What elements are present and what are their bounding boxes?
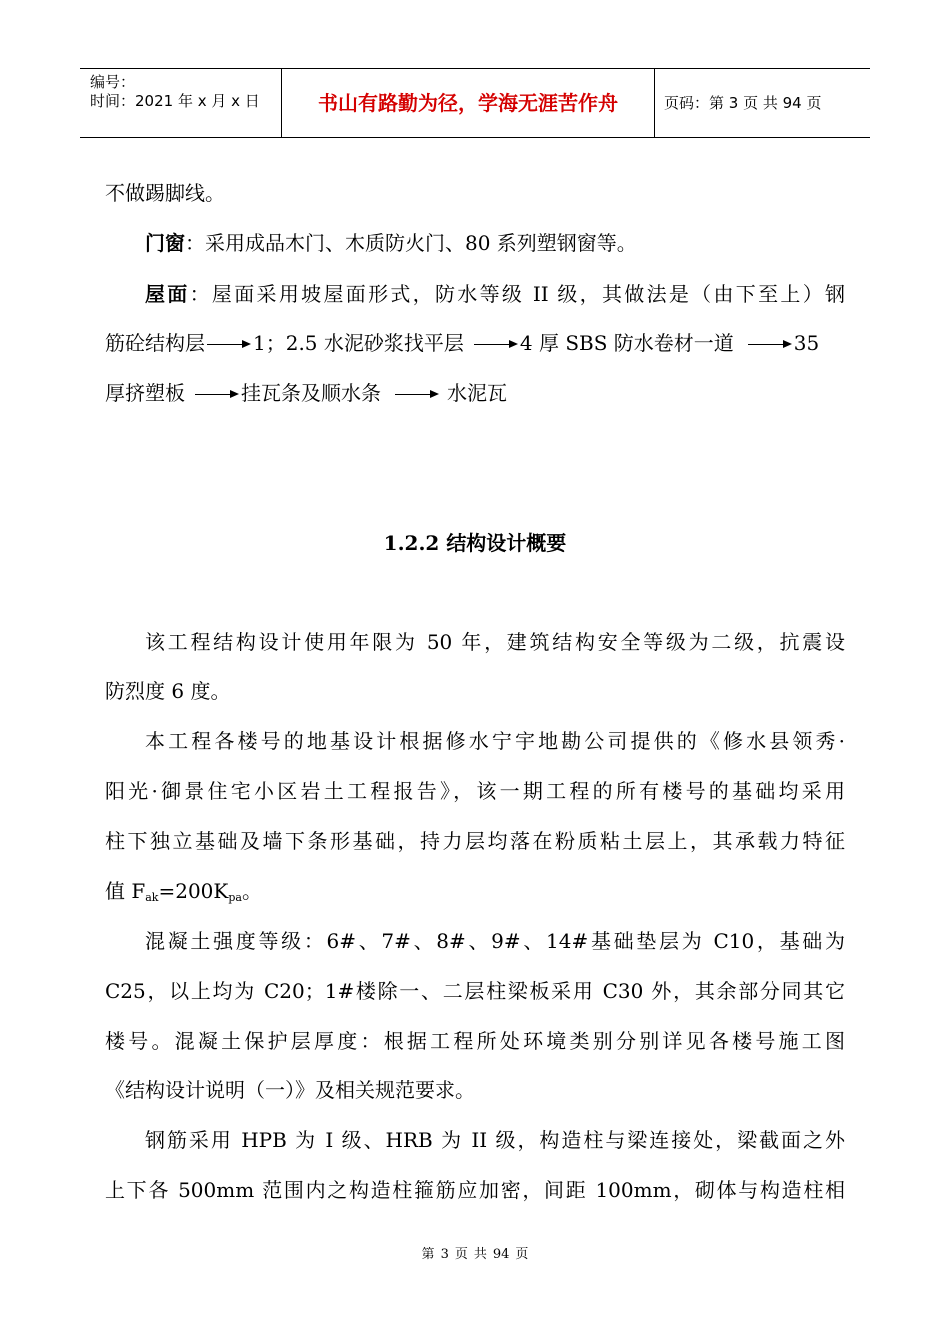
arrow-icon <box>195 389 239 401</box>
footer-text: 第 <box>421 1247 435 1262</box>
body-line: 防烈度 6 度。 <box>105 679 231 703</box>
header-page-info: 页码：第 3 页 共 94 页 <box>664 94 822 112</box>
page-header <box>80 68 870 138</box>
body-line: 钢筋采用 HPB 为 I 级、HRB 为 II 级，构造柱与梁连接处，梁截面之外 <box>145 1128 845 1152</box>
header-date: 时间：2021 年 x 月 x 日 <box>90 92 260 110</box>
roof-step: 1；2.5 水泥砂浆找平层 <box>253 331 464 355</box>
header-code: 编号： <box>90 73 136 91</box>
door-text: ：采用成品木门、木质防火门、80 系列塑钢窗等。 <box>185 231 637 255</box>
body-line: 上下各 500mm 范围内之构造柱箍筋应加密，间距 100mm，砌体与构造柱相 <box>105 1178 845 1202</box>
body-line-roof <box>145 280 845 308</box>
body-line: 阳光·御景住宅小区岩土工程报告》，该一期工程的所有楼号的基础均采用 <box>105 779 845 803</box>
footer-total-pages: 94 <box>492 1247 510 1262</box>
section-heading <box>0 529 950 557</box>
subscript: pa <box>228 891 242 904</box>
arrow-icon <box>207 339 251 351</box>
header-motto: 书山有路勤为径，学海无涯苦作舟 <box>318 91 618 115</box>
arrow-icon <box>395 389 439 401</box>
body-line: 混凝土强度等级：6#、7#、8#、9#、14#基础垫层为 C10，基础为 <box>145 929 845 953</box>
roof-step: 挂瓦条及顺水条 <box>241 381 381 405</box>
body-line: 不做踢脚线。 <box>105 181 225 205</box>
roof-steps-line-2 <box>105 379 845 407</box>
page-footer <box>0 1243 950 1262</box>
door-label: 门窗 <box>145 231 185 255</box>
body-line: C25，以上均为 C20；1#楼除一、二层柱梁板采用 C30 外，其余部分同其它 <box>105 979 845 1003</box>
footer-text: 页 <box>454 1247 468 1262</box>
subscript: ak <box>145 891 159 904</box>
body-line: 楼号。混凝土保护层厚度：根据工程所处环境类别分别详见各楼号施工图 <box>105 1029 845 1053</box>
arrow-icon <box>474 339 518 351</box>
roof-step: 厚挤塑板 <box>105 381 185 405</box>
heading-number: 1.2.2 <box>383 531 447 555</box>
heading-title: 结构设计概要 <box>446 531 567 555</box>
text-run: =200K <box>158 879 229 903</box>
body-line: 柱下独立基础及墙下条形基础，持力层均落在粉质粘土层上，其承载力特征 <box>105 829 845 853</box>
footer-page-number: 3 <box>440 1247 449 1262</box>
body-line-fak <box>105 877 845 912</box>
roof-step: 35 <box>793 331 820 355</box>
body-line: 《结构设计说明（一）》及相关规范要求。 <box>105 1078 475 1102</box>
roof-text: ：屋面采用坡屋面形式，防水等级 II 级，其做法是（由下至上）钢 <box>189 282 846 306</box>
arrow-icon <box>748 339 792 351</box>
roof-step: 水泥瓦 <box>447 381 507 405</box>
body-line: 该工程结构设计使用年限为 50 年，建筑结构安全等级为二级，抗震设 <box>145 630 845 654</box>
text-run: 。 <box>241 879 262 903</box>
body-line: 本工程各楼号的地基设计根据修水宁宇地勘公司提供的《修水县领秀· <box>145 729 845 753</box>
footer-text: 共 <box>473 1247 487 1262</box>
roof-step: 筋砼结构层 <box>105 331 205 355</box>
roof-step: 4 厚 SBS 防水卷材一道 <box>519 331 734 355</box>
header-meta <box>90 73 280 111</box>
text-run: 值 F <box>105 879 146 903</box>
footer-text: 页 <box>515 1247 529 1262</box>
header-divider <box>654 69 655 137</box>
roof-steps-line-1 <box>105 329 845 357</box>
roof-label: 屋面 <box>145 282 190 306</box>
body-line-door <box>145 229 845 257</box>
